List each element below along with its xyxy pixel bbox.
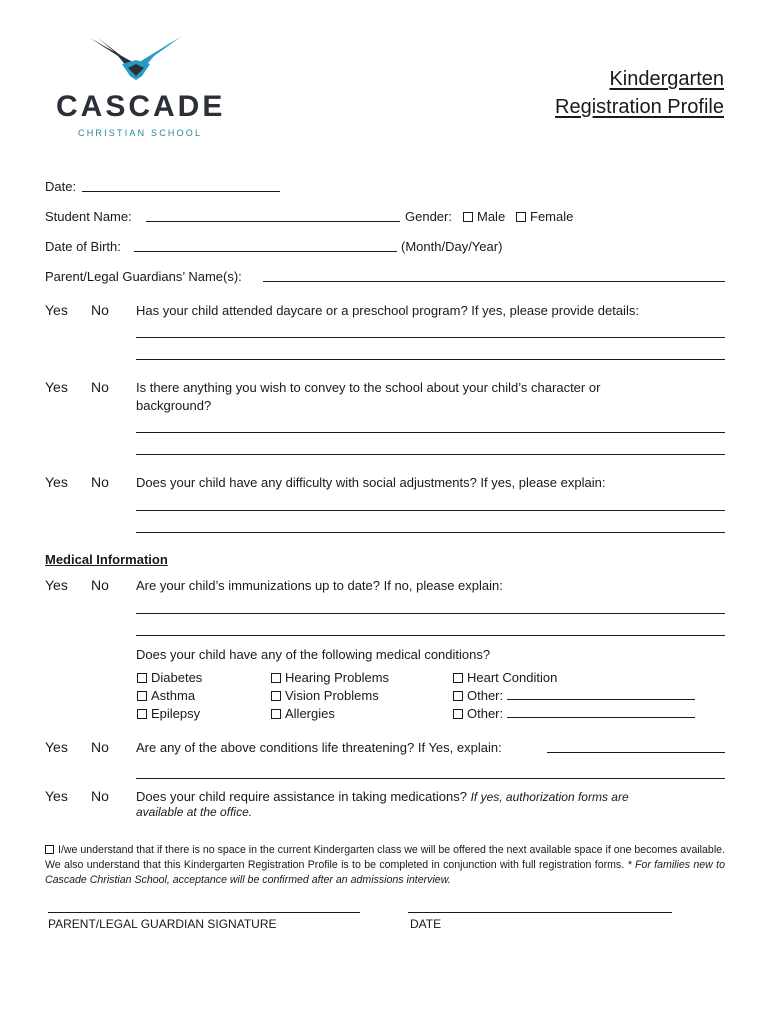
gender-female-option[interactable] (516, 208, 573, 225)
immunizations-text: Are your child’s immunizations up to date? If no, please explain: (136, 578, 503, 593)
gender-female-checkbox[interactable] (516, 212, 526, 222)
q3-no-option[interactable]: No (91, 474, 109, 490)
condition-other-1-checkbox[interactable] (453, 691, 463, 701)
condition-vision-checkbox[interactable] (271, 691, 281, 701)
condition-asthma-checkbox[interactable] (137, 691, 147, 701)
condition-hearing[interactable]: Hearing Problems (271, 669, 389, 687)
q3-text: Does your child have any difficulty with social adjustments? If yes, please explain: (136, 475, 606, 490)
q2-no-option[interactable]: No (91, 379, 109, 395)
gender-male-checkbox[interactable] (463, 212, 473, 222)
signature-date-label: DATE (410, 917, 442, 931)
condition-other-2[interactable]: Other: (453, 705, 695, 723)
school-subtitle: CHRISTIAN SCHOOL (78, 128, 203, 138)
cascade-logo-icon (88, 34, 184, 82)
condition-diabetes-checkbox[interactable] (137, 673, 147, 683)
guardian-signature-line[interactable] (48, 912, 360, 913)
q2-answer-line-1[interactable] (136, 432, 725, 433)
medications-note-line2: available at the office. (136, 805, 253, 819)
condition-other-2-field[interactable] (507, 706, 695, 718)
condition-hearing-checkbox[interactable] (271, 673, 281, 683)
q1-yes-option[interactable]: Yes (45, 302, 68, 318)
q1-answer-line-1[interactable] (136, 337, 725, 338)
q2-yes-option[interactable]: Yes (45, 379, 68, 395)
date-field[interactable] (82, 191, 280, 192)
life-threatening-text: Are any of the above conditions life threatening? If Yes, explain: (136, 740, 502, 755)
life-threatening-answer-line[interactable] (136, 778, 725, 779)
medical-heading: Medical Information (45, 552, 168, 567)
form-title-line1: Kindergarten (609, 68, 724, 90)
immunizations-answer-line-2[interactable] (136, 635, 725, 636)
guardians-label: Parent/Legal Guardians’ Name(s): (45, 269, 242, 284)
q1-no-option[interactable]: No (91, 302, 109, 318)
date-label: Date: (45, 179, 77, 194)
dob-format-hint: (Month/Day/Year) (401, 239, 503, 254)
condition-epilepsy-checkbox[interactable] (137, 709, 147, 719)
medications-text: Does your child require assistance in taking medications? If yes, authorization forms are (136, 789, 629, 804)
q2-answer-line-2[interactable] (136, 454, 725, 455)
gender-male-label: Male (477, 209, 506, 224)
agreement-note: * For families new to Cascade Christian School, acceptance will be confirmed after an admissions interview. (45, 859, 725, 886)
condition-heart[interactable]: Heart Condition (453, 669, 695, 687)
conditions-prompt: Does your child have any of the following medical conditions? (136, 647, 491, 662)
conditions-column-2 (271, 669, 389, 723)
gender-female-label: Female (530, 209, 574, 224)
agreement-text: I/we understand that if there is no space in the current Kindergarten class we will be offered the next available space if one becomes available. We also understand that this Kindergarten Registration Profile is to be completed in conjunction with full registration forms. (45, 844, 726, 871)
condition-epilepsy[interactable]: Epilepsy (137, 705, 202, 723)
life-threatening-yes-option[interactable]: Yes (45, 739, 68, 755)
immunizations-yes-option[interactable]: Yes (45, 577, 68, 593)
dob-field[interactable] (134, 251, 397, 252)
q2-text-line2: background? (136, 398, 212, 413)
form-title-line2: Registration Profile (555, 96, 724, 118)
guardians-field[interactable] (263, 281, 725, 282)
medications-yes-option[interactable]: Yes (45, 788, 68, 804)
q3-answer-line-2[interactable] (136, 532, 725, 533)
medications-note-line1: If yes, authorization forms are (470, 790, 629, 804)
conditions-column-3 (453, 669, 695, 723)
gender-label: Gender: (405, 209, 452, 224)
life-threatening-field[interactable] (547, 752, 725, 753)
gender-male-option[interactable] (463, 208, 505, 225)
agreement-checkbox[interactable] (45, 845, 54, 854)
agreement-paragraph (45, 843, 725, 888)
immunizations-answer-line-1[interactable] (136, 613, 725, 614)
student-name-field[interactable] (146, 221, 400, 222)
life-threatening-no-option[interactable]: No (91, 739, 109, 755)
condition-other-2-checkbox[interactable] (453, 709, 463, 719)
immunizations-no-option[interactable]: No (91, 577, 109, 593)
q3-answer-line-1[interactable] (136, 510, 725, 511)
conditions-column-1 (137, 669, 202, 723)
guardian-signature-label: PARENT/LEGAL GUARDIAN SIGNATURE (48, 917, 277, 931)
condition-allergies-checkbox[interactable] (271, 709, 281, 719)
signature-date-line[interactable] (408, 912, 672, 913)
condition-other-1-field[interactable] (507, 688, 695, 700)
q2-text-line1: Is there anything you wish to convey to the school about your child’s character or (136, 380, 601, 395)
dob-label: Date of Birth: (45, 239, 121, 254)
q1-answer-line-2[interactable] (136, 359, 725, 360)
medications-no-option[interactable]: No (91, 788, 109, 804)
condition-allergies[interactable]: Allergies (271, 705, 389, 723)
condition-heart-checkbox[interactable] (453, 673, 463, 683)
condition-vision[interactable]: Vision Problems (271, 687, 389, 705)
condition-asthma[interactable]: Asthma (137, 687, 202, 705)
q3-yes-option[interactable]: Yes (45, 474, 68, 490)
condition-diabetes[interactable]: Diabetes (137, 669, 202, 687)
student-name-label: Student Name: (45, 209, 132, 224)
q1-text: Has your child attended daycare or a preschool program? If yes, please provide details: (136, 303, 639, 318)
school-name: CASCADE (56, 90, 226, 123)
condition-other-1[interactable]: Other: (453, 687, 695, 705)
